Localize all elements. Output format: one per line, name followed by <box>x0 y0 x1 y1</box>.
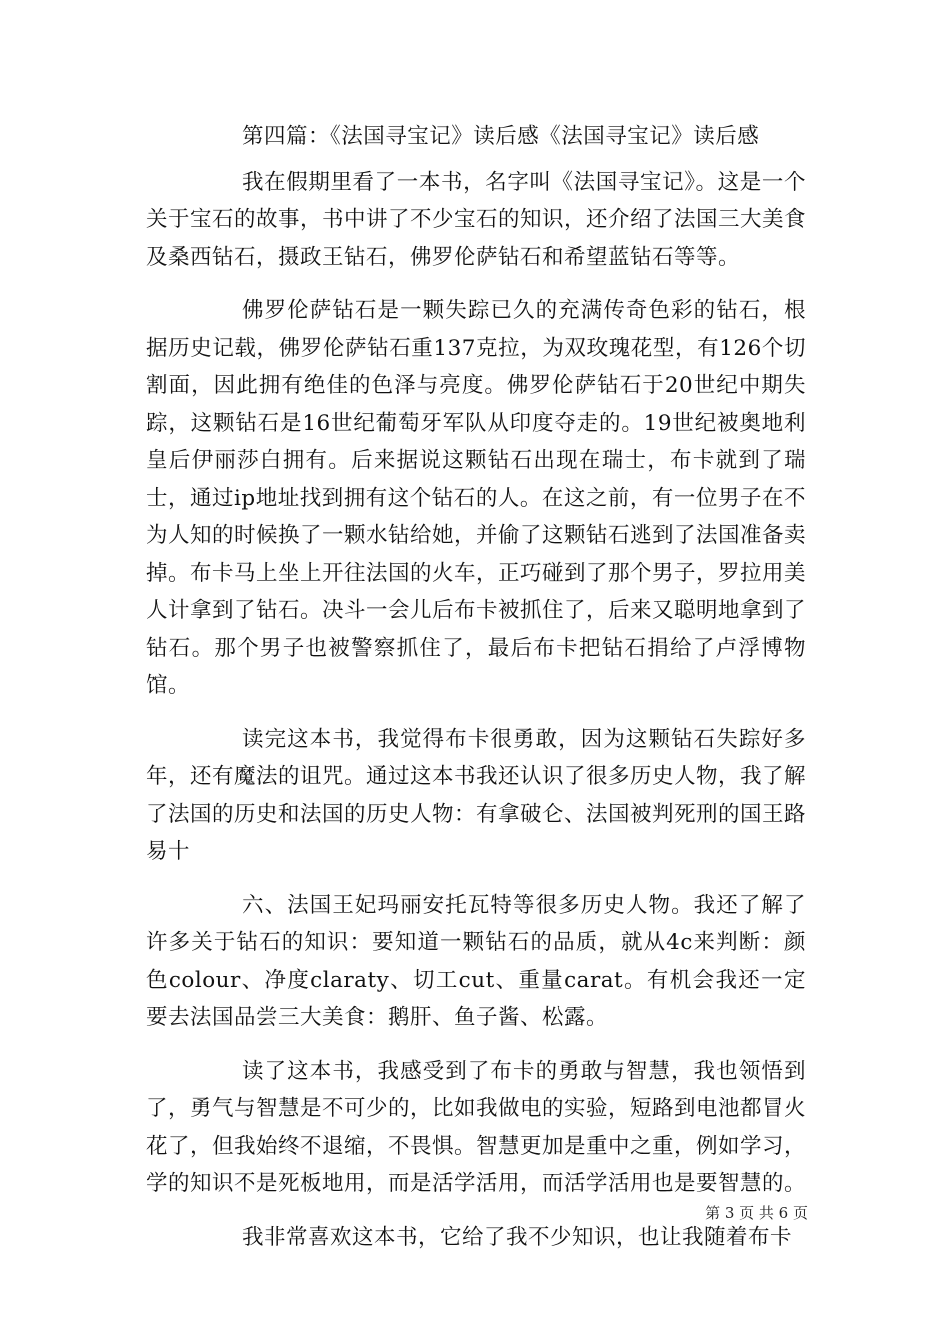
document-title: 第四篇：《法国寻宝记》读后感《法国寻宝记》读后感 <box>242 124 760 149</box>
page-number-footer: 第 3 页 共 6 页 <box>705 1204 808 1222</box>
document-body <box>146 118 806 1256</box>
paragraph-5: 读了这本书，我感受到了布卡的勇敢与智慧，我也领悟到了，勇气与智慧是不可少的，比如我做电的实验，短路到电池都冒火花了，但我始终不退缩，不畏惧。智慧更加是重中之重，例如学习，学的知识不是死板地用，而是活学活用，而活学活用也是要智慧的。 <box>146 1058 807 1196</box>
paragraph-3: 读完这本书，我觉得布卡很勇敢，因为这颗钻石失踪好多年，还有魔法的诅咒。通过这本书我还认识了很多历史人物，我了解了法国的历史和法国的历史人物：有拿破仑、法国被判死刑的国王路易十 <box>146 726 807 864</box>
paragraph-2: 佛罗伦萨钻石是一颗失踪已久的充满传奇色彩的钻石，根据历史记载，佛罗伦萨钻石重137克拉，为双玫瑰花型，有126个切割面，因此拥有绝佳的色泽与亮度。佛罗伦萨钻石于20世纪中期失踪，这颗钻石是16世纪葡萄牙军队从印度夺走的。19世纪被奥地利皇后伊丽莎白拥有。后来据说这颗钻石出现在瑞士，布卡就到了瑞士，通过ip地址找到拥有这个钻石的人。在这之前，有一位男子在不为人知的时候换了一颗水钻给她，并偷了这颗钻石逃到了法国准备卖掉。布卡马上坐上开往法国的火车，正巧碰到了那个男子，罗拉用美人计拿到了钻石。决斗一会儿后布卡被抓住了，后来又聪明地拿到了钻石。那个男子也被警察抓住了，最后布卡把钻石捐给了卢浮博物馆。 <box>146 298 807 698</box>
paragraph-4: 六、法国王妃玛丽安托瓦特等很多历史人物。我还了解了许多关于钻石的知识：要知道一颗钻石的品质，就从4c来判断：颜色colour、净度claraty、切工cut、重量carat。有机会我还一定要去法国品尝三大美食：鹅肝、鱼子酱、松露。 <box>146 892 806 1030</box>
paragraph-1: 我在假期里看了一本书，名字叫《法国寻宝记》。这是一个关于宝石的故事，书中讲了不少宝石的知识，还介绍了法国三大美食及桑西钻石，摄政王钻石，佛罗伦萨钻石和希望蓝钻石等等。 <box>146 169 807 270</box>
paragraph-6: 我非常喜欢这本书，它给了我不少知识，也让我随着布卡 <box>242 1224 793 1250</box>
